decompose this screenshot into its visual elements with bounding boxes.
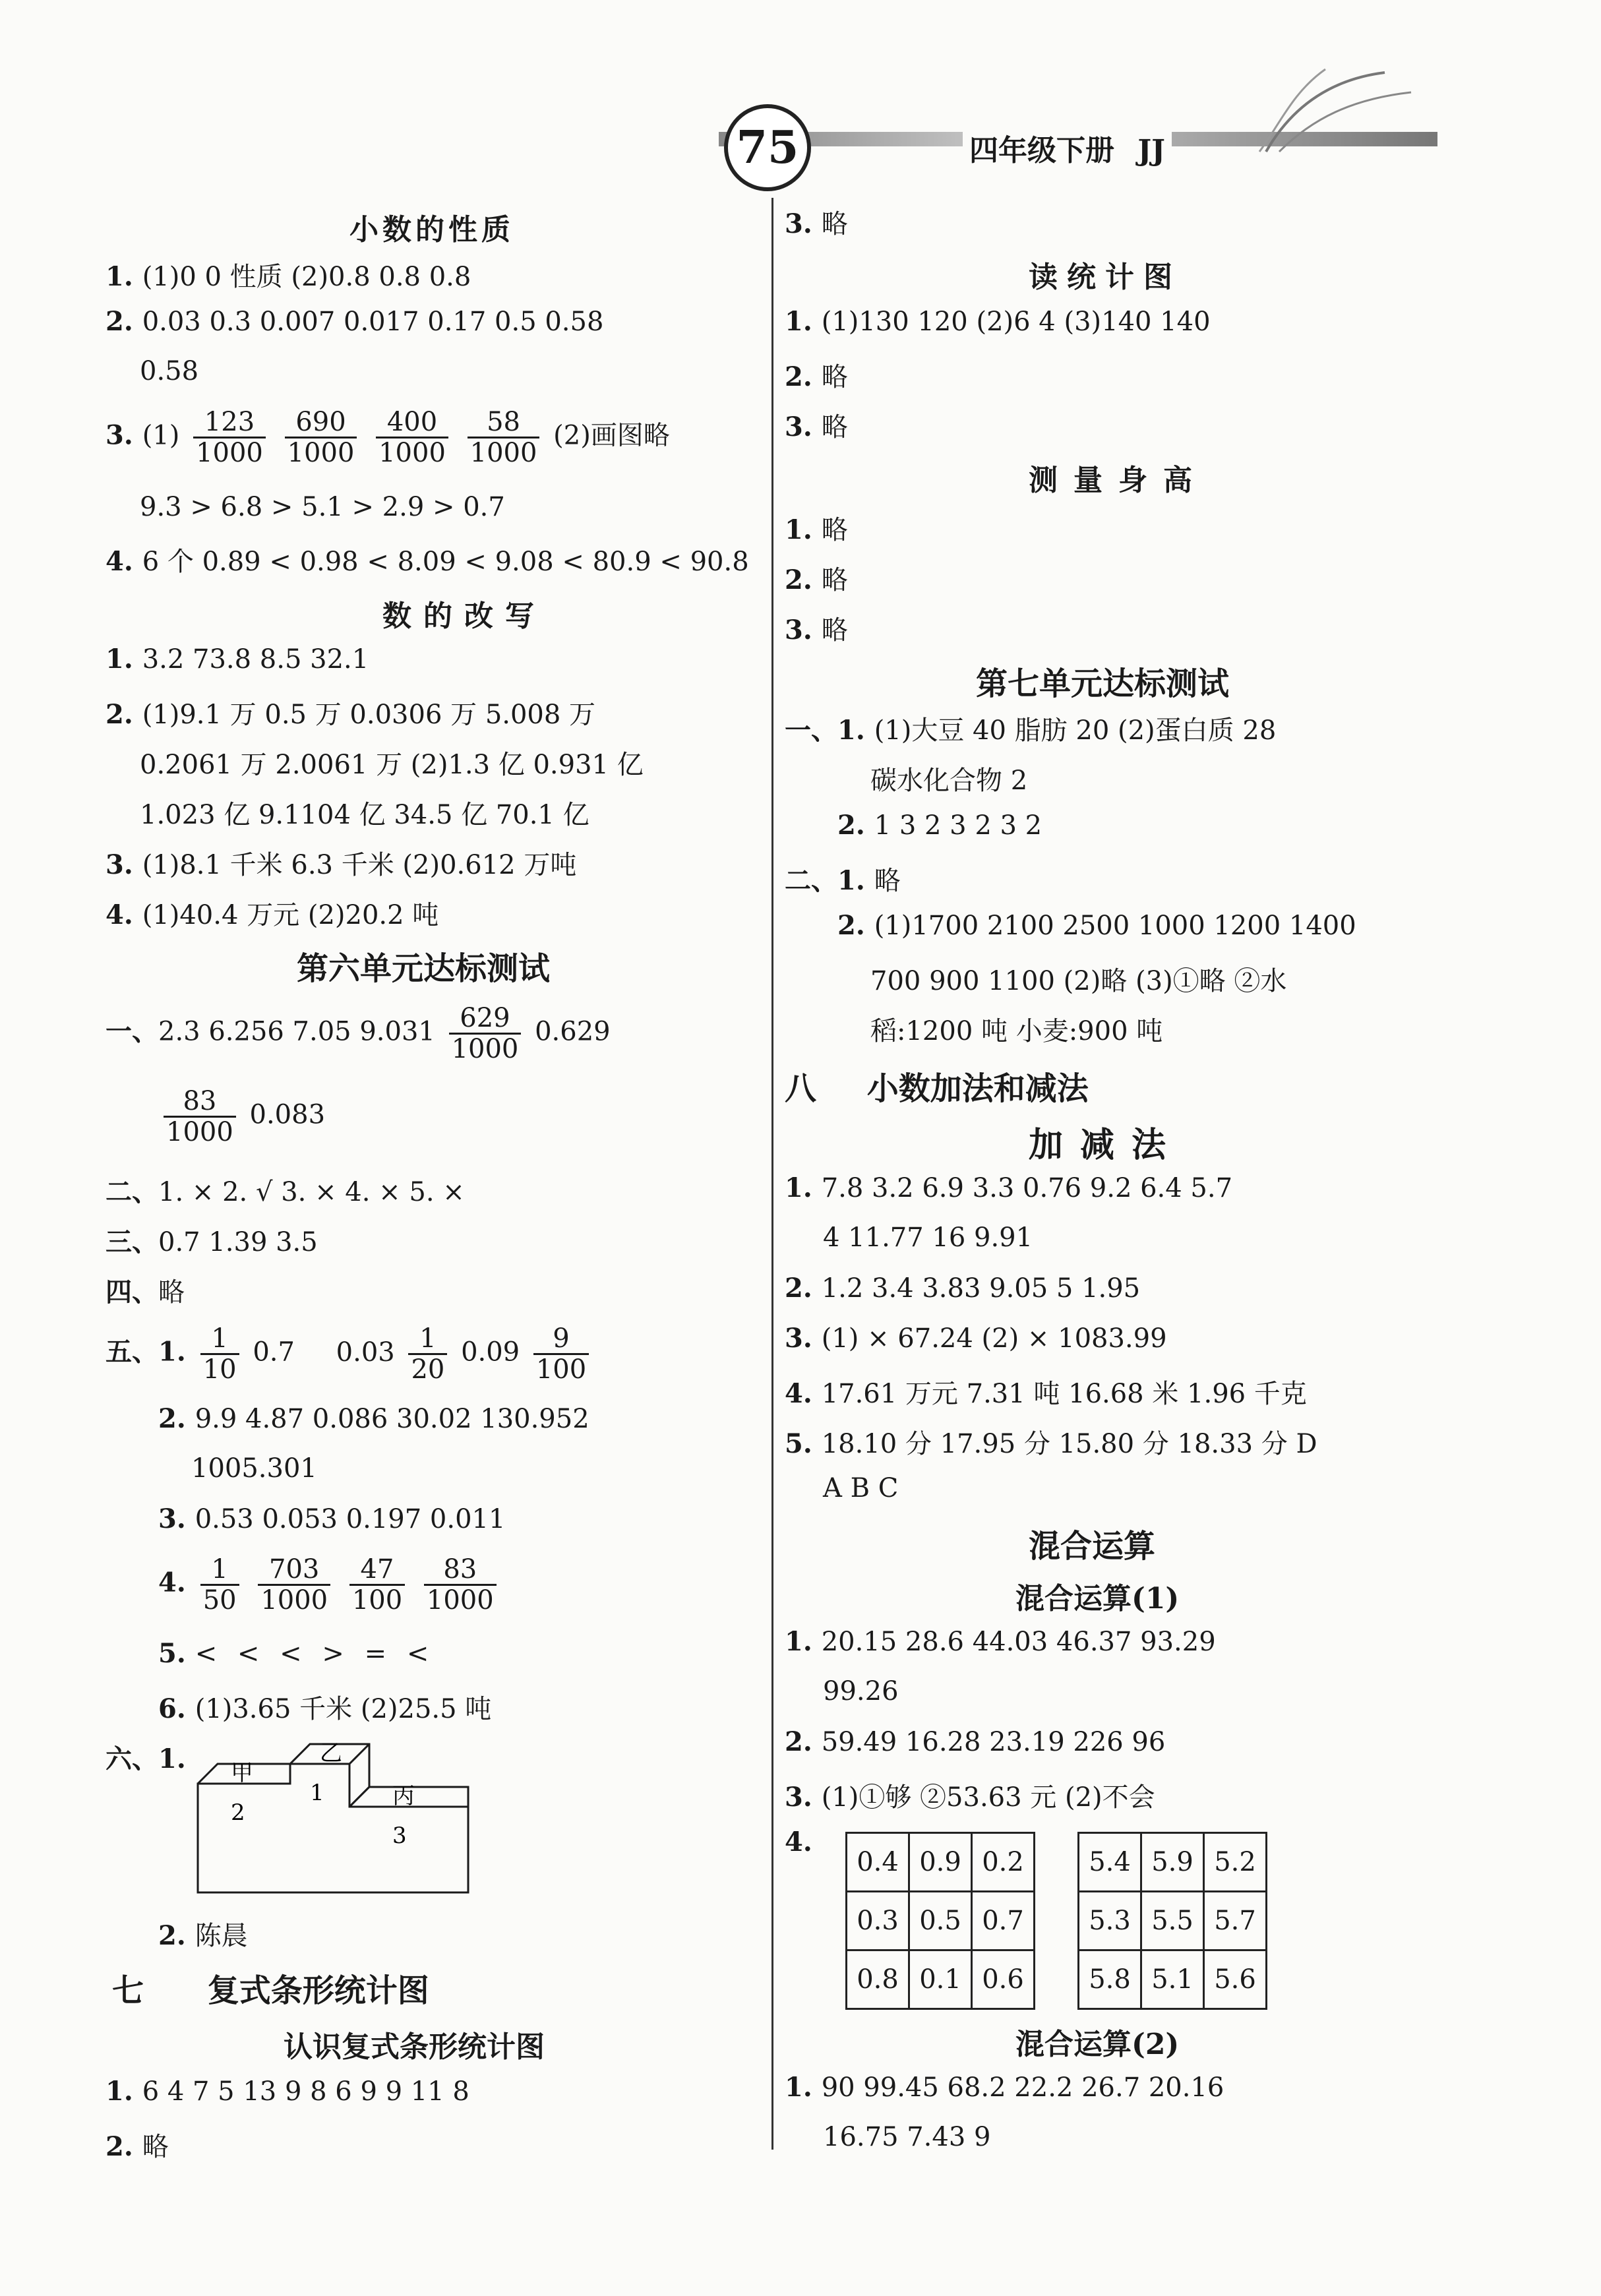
answer-line: 1. 7.8 3.2 6.9 3.3 0.76 9.2 6.4 5.7 xyxy=(785,1172,1233,1203)
answer-line: 4. xyxy=(785,1827,812,1858)
answer-text: 陈晨 xyxy=(195,1921,248,1951)
edition-text: JJ xyxy=(1137,134,1165,167)
answer-line: 2. 略 xyxy=(106,2131,169,2162)
grid-cell: 5.2 xyxy=(1204,1833,1267,1892)
chapter-title-7 xyxy=(112,1965,429,2010)
fraction: $\frac{629}{1000}$ xyxy=(449,1004,522,1064)
section-title-measure-height: 测量身高 xyxy=(1029,464,1208,497)
podium-label-3: 3 xyxy=(392,1823,407,1849)
chapter-number: 八 xyxy=(785,1070,817,1107)
section-title-mixed-ops: 混合运算 xyxy=(1029,1528,1156,1565)
answer-text: 700 900 1100 (2)略 (3)①略 ②水 xyxy=(870,966,1287,996)
answer-line: 一、1. (1)大豆 40 脂肪 20 (2)蛋白质 28 xyxy=(785,715,1277,746)
answer-text: (1)8.1 千米 6.3 千米 (2)0.612 万吨 xyxy=(142,850,577,880)
answer-line: 3. 略 xyxy=(785,208,848,239)
answer-line: 二、1. × 2. √ 3. × 4. × 5. × xyxy=(106,1176,465,1207)
answer-line xyxy=(191,1453,317,1484)
answer-line: 1. 20.15 28.6 44.03 46.37 93.29 xyxy=(785,1626,1216,1657)
answer-text: 略 xyxy=(821,565,848,595)
answer-line: 1. 3.2 73.8 8.5 32.1 xyxy=(106,644,369,675)
answer-line-fractions: 4. $\frac{1}{50}$ $\frac{703}{1000}$ $\frac{47}{100}$ $\frac{83}{1000}$ xyxy=(158,1555,502,1615)
answer-text: 9.3 > 6.8 > 5.1 > 2.9 > 0.7 xyxy=(140,492,505,522)
answer-line: 2. 1 3 2 3 2 3 2 xyxy=(837,810,1042,841)
answer-text: (1)130 120 (2)6 4 (3)140 140 xyxy=(821,307,1211,337)
grid-cell: 0.3 xyxy=(847,1892,909,1950)
answer-text: (1) × 67.24 (2) × 1083.99 xyxy=(821,1323,1167,1354)
podium-label-2: 2 xyxy=(231,1799,245,1826)
answer-text: 3.2 73.8 8.5 32.1 xyxy=(142,644,369,675)
grid-cell: 0.5 xyxy=(909,1892,972,1950)
grid-cell: 5.7 xyxy=(1204,1892,1267,1950)
answer-text: A B C xyxy=(823,1473,899,1503)
answer-line: 2. (1)9.1 万 0.5 万 0.0306 万 5.008 万 xyxy=(106,699,596,730)
section-title-unit7-test: 第七单元达标测试 xyxy=(976,665,1230,702)
answer-text: 略 xyxy=(874,866,901,896)
answer-text: 20.15 28.6 44.03 46.37 93.29 xyxy=(821,1627,1216,1657)
answer-text: 59.49 16.28 23.19 226 96 xyxy=(821,1727,1166,1757)
answer-text: 0.7 1.39 3.5 xyxy=(158,1227,318,1257)
answer-text: (1)大豆 40 脂肪 20 (2)蛋白质 28 xyxy=(874,715,1277,746)
column-divider xyxy=(771,198,773,2150)
answer-text: (1)0 0 性质 (2)0.8 0.8 0.8 xyxy=(142,262,471,292)
answer-text: 0.58 xyxy=(140,356,199,386)
page-number: 75 xyxy=(724,104,811,191)
answer-line: 3. (1) × 67.24 (2) × 1083.99 xyxy=(785,1323,1167,1354)
grade-label xyxy=(963,127,1172,169)
fraction: $\frac{703}{1000}$ xyxy=(258,1555,330,1615)
grid-cell: 5.3 xyxy=(1079,1892,1141,1950)
answer-text: (1)40.4 万元 (2)20.2 吨 xyxy=(142,900,439,930)
grade-text: 四年级下册 xyxy=(969,134,1114,167)
fraction: $\frac{123}{1000}$ xyxy=(193,408,266,468)
answer-line xyxy=(823,1223,1033,1253)
answer-line: 2. 9.9 4.87 0.086 30.02 130.952 xyxy=(158,1403,589,1434)
podium-label-yi: 乙 xyxy=(320,1740,342,1767)
answer-line xyxy=(140,744,644,781)
answer-text: (1)①够 ②53.63 元 (2)不会 xyxy=(821,1782,1155,1813)
answer-line: 2. 略 xyxy=(785,361,848,392)
subsection-title-mixed-ops-2: 混合运算(2) xyxy=(1015,2028,1180,2061)
answer-line xyxy=(823,1676,899,1707)
answer-line: 6. (1)3.65 千米 (2)25.5 吨 xyxy=(158,1693,492,1724)
chapter-number: 七 xyxy=(112,1972,144,2009)
grid-cell: 5.8 xyxy=(1079,1950,1141,2009)
answer-line: 2. 陈晨 xyxy=(158,1920,248,1951)
subsection-title-mixed-ops-1: 混合运算(1) xyxy=(1015,1582,1180,1616)
section-title-add-subtract: 加减法 xyxy=(1029,1125,1184,1165)
answer-line: 4. 6 个 0.89 < 0.98 < 8.09 < 9.08 < 80.9 < 90.8 xyxy=(106,546,749,577)
answer-text: 碳水化合物 2 xyxy=(870,766,1028,796)
answer-line: 2. 59.49 16.28 23.19 226 96 xyxy=(785,1726,1166,1757)
answer-text: 略 xyxy=(821,362,848,392)
answer-line: 2. 略 xyxy=(785,564,848,595)
answer-text: 9.9 4.87 0.086 30.02 130.952 xyxy=(195,1404,589,1434)
answer-line: 3. 略 xyxy=(785,411,848,442)
answer-text: 17.61 万元 7.31 吨 16.68 米 1.96 千克 xyxy=(821,1379,1307,1409)
answer-text: (2)画图略 xyxy=(553,420,670,451)
answer-text: 18.10 分 17.95 分 15.80 分 18.33 分 D xyxy=(821,1429,1317,1459)
answer-line: 1. 90 99.45 68.2 22.2 26.7 20.16 xyxy=(785,2072,1224,2103)
grid-cell: 5.9 xyxy=(1141,1833,1204,1892)
answer-text: 略 xyxy=(821,615,848,646)
grid-cell: 0.2 xyxy=(972,1833,1035,1892)
answer-text: 0.7 xyxy=(253,1337,295,1368)
answer-text: 7.8 3.2 6.9 3.3 0.76 9.2 6.4 5.7 xyxy=(821,1173,1233,1203)
answer-line: 3. 0.53 0.053 0.197 0.011 xyxy=(158,1503,506,1534)
answer-text: 略 xyxy=(158,1277,185,1308)
answer-line: 六、1. xyxy=(106,1743,186,1774)
answer-line xyxy=(140,794,589,831)
answer-text: 1. × 2. √ 3. × 4. × 5. × xyxy=(158,1177,465,1207)
answer-text: 1005.301 xyxy=(191,1453,317,1484)
grass-decoration-icon xyxy=(1253,66,1424,158)
answer-line: 4. 17.61 万元 7.31 吨 16.68 米 1.96 千克 xyxy=(785,1378,1307,1409)
answer-text: 90 99.45 68.2 22.2 26.7 20.16 xyxy=(821,2072,1224,2103)
chapter-name: 小数加法和减法 xyxy=(866,1070,1089,1107)
answer-line: 三、0.7 1.39 3.5 xyxy=(106,1226,318,1257)
answer-line: 二、1. 略 xyxy=(785,865,901,896)
answer-text: 0.03 xyxy=(336,1337,395,1368)
grid-cell: 0.1 xyxy=(909,1950,972,2009)
grid-cell: 0.8 xyxy=(847,1950,909,2009)
chapter-name: 复式条形统计图 xyxy=(207,1972,429,2009)
answer-text: < < < > = < xyxy=(195,1639,429,1669)
answer-text: 99.26 xyxy=(823,1676,899,1707)
answer-text: 略 xyxy=(821,412,848,442)
section-title-decimal-properties: 小数的性质 xyxy=(349,213,514,247)
answer-line-fractions: 一、2.3 6.256 7.05 9.031 $\frac{629}{1000}$ 0.629 xyxy=(106,1003,611,1064)
answer-line xyxy=(870,760,1027,797)
grid-cell: 0.6 xyxy=(972,1950,1035,2009)
grid-cell: 0.9 xyxy=(909,1833,972,1892)
answer-line xyxy=(140,492,505,522)
section-title-double-bar: 认识复式条形统计图 xyxy=(284,2030,545,2064)
section-title-rewrite: 数的改写 xyxy=(382,599,546,633)
answer-text: 1.2 3.4 3.83 9.05 5 1.95 xyxy=(821,1273,1141,1304)
chapter-title-8 xyxy=(785,1063,1089,1108)
answer-line: 3. 略 xyxy=(785,615,848,646)
section-title-read-chart: 读统计图 xyxy=(1029,260,1182,294)
fraction: $\frac{9}{100}$ xyxy=(533,1324,589,1384)
magic-square-2 xyxy=(1077,1832,1267,2010)
answer-line: 5. 18.10 分 17.95 分 15.80 分 18.33 分 D xyxy=(785,1428,1317,1459)
answer-text: 0.083 xyxy=(249,1099,326,1130)
fraction: $\frac{83}{1000}$ xyxy=(424,1555,497,1615)
grid-cell: 0.7 xyxy=(972,1892,1035,1950)
fraction: $\frac{47}{100}$ xyxy=(349,1555,405,1615)
answer-line-fractions: 五、1. $\frac{1}{10}$ 0.7 0.03 $\frac{1}{20}$ 0.09 $\frac{9}{100}$ xyxy=(106,1324,594,1384)
fraction: $\frac{1}{50}$ xyxy=(200,1555,239,1615)
answer-line xyxy=(823,2122,990,2152)
answer-text: 0.2061 万 2.0061 万 (2)1.3 亿 0.931 亿 xyxy=(140,750,644,780)
answer-text: 6 4 7 5 13 9 8 6 9 9 11 8 xyxy=(142,2076,469,2107)
answer-line xyxy=(140,356,198,386)
answer-text: 4 11.77 16 9.91 xyxy=(823,1223,1033,1253)
podium-diagram xyxy=(191,1728,481,1899)
answer-text: 6 个 0.89 < 0.98 < 8.09 < 9.08 < 80.9 < 90.8 xyxy=(142,547,749,577)
answer-text: 0.09 xyxy=(461,1337,520,1368)
answer-text: 16.75 7.43 9 xyxy=(823,2122,991,2152)
answer-text: 2.3 6.256 7.05 9.031 xyxy=(158,1016,435,1047)
grid-cell: 5.6 xyxy=(1204,1950,1267,2009)
answer-text: 稻:1200 吨 小麦:900 吨 xyxy=(870,1016,1163,1046)
fraction: $\frac{83}{1000}$ xyxy=(164,1087,236,1147)
answer-text: (1)9.1 万 0.5 万 0.0306 万 5.008 万 xyxy=(142,700,596,730)
answer-line: 1. (1)130 120 (2)6 4 (3)140 140 xyxy=(785,306,1211,337)
podium-label-bing: 丙 xyxy=(392,1783,415,1809)
fraction: $\frac{1}{10}$ xyxy=(200,1324,239,1384)
answer-text: 0.629 xyxy=(535,1016,611,1047)
grid-cell: 5.1 xyxy=(1141,1950,1204,2009)
answer-text: 略 xyxy=(821,209,848,239)
answer-text: (1)3.65 千米 (2)25.5 吨 xyxy=(195,1694,492,1724)
magic-square-1 xyxy=(845,1832,1035,2010)
answer-line: 2. (1)1700 2100 2500 1000 1200 1400 xyxy=(837,910,1356,941)
answer-line: 2. 1.2 3.4 3.83 9.05 5 1.95 xyxy=(785,1273,1141,1304)
answer-line: 1. (1)0 0 性质 (2)0.8 0.8 0.8 xyxy=(106,261,471,292)
answer-text: 1 3 2 3 2 3 2 xyxy=(874,810,1042,841)
answer-text: 略 xyxy=(821,515,848,545)
answer-line xyxy=(870,960,1286,998)
fraction: $\frac{690}{1000}$ xyxy=(285,408,357,468)
answer-text: 0.53 0.053 0.197 0.011 xyxy=(195,1504,506,1534)
answer-line: 5. < < < > = < xyxy=(158,1638,429,1669)
answer-text: 1.023 亿 9.1104 亿 34.5 亿 70.1 亿 xyxy=(140,800,589,830)
answer-line-fractions xyxy=(158,1087,325,1147)
answer-line xyxy=(823,1473,898,1503)
answer-line: 3. (1)①够 ②53.63 元 (2)不会 xyxy=(785,1782,1155,1813)
fraction: $\frac{400}{1000}$ xyxy=(376,408,448,468)
answer-line: 1. 略 xyxy=(785,514,848,545)
fraction: $\frac{58}{1000}$ xyxy=(468,408,540,468)
answer-line xyxy=(870,1010,1163,1048)
grid-cell: 0.4 xyxy=(847,1833,909,1892)
answer-text: (1) xyxy=(142,420,180,451)
answer-text: 0.03 0.3 0.007 0.017 0.17 0.5 0.58 xyxy=(142,307,604,337)
answer-line: 1. 6 4 7 5 13 9 8 6 9 9 11 8 xyxy=(106,2076,469,2107)
fraction: $\frac{1}{20}$ xyxy=(408,1324,447,1384)
answer-line-fractions: 3. (1) $\frac{123}{1000}$ $\frac{690}{1000}$ $\frac{400}{1000}$ $\frac{58}{1000}$ (2)画图略 xyxy=(106,407,670,468)
answer-line: 四、略 xyxy=(106,1277,185,1308)
answer-line: 2. 0.03 0.3 0.007 0.017 0.17 0.5 0.58 xyxy=(106,306,604,337)
answer-line: 3. (1)8.1 千米 6.3 千米 (2)0.612 万吨 xyxy=(106,849,577,880)
answer-text: (1)1700 2100 2500 1000 1200 1400 xyxy=(874,911,1356,941)
section-title-unit6-test: 第六单元达标测试 xyxy=(297,950,551,987)
podium-label-jia: 甲 xyxy=(231,1760,253,1786)
grid-cell: 5.5 xyxy=(1141,1892,1204,1950)
answer-text: 略 xyxy=(142,2132,169,2162)
grid-cell: 5.4 xyxy=(1079,1833,1141,1892)
answer-line: 4. (1)40.4 万元 (2)20.2 吨 xyxy=(106,899,439,930)
podium-label-1: 1 xyxy=(310,1780,324,1806)
